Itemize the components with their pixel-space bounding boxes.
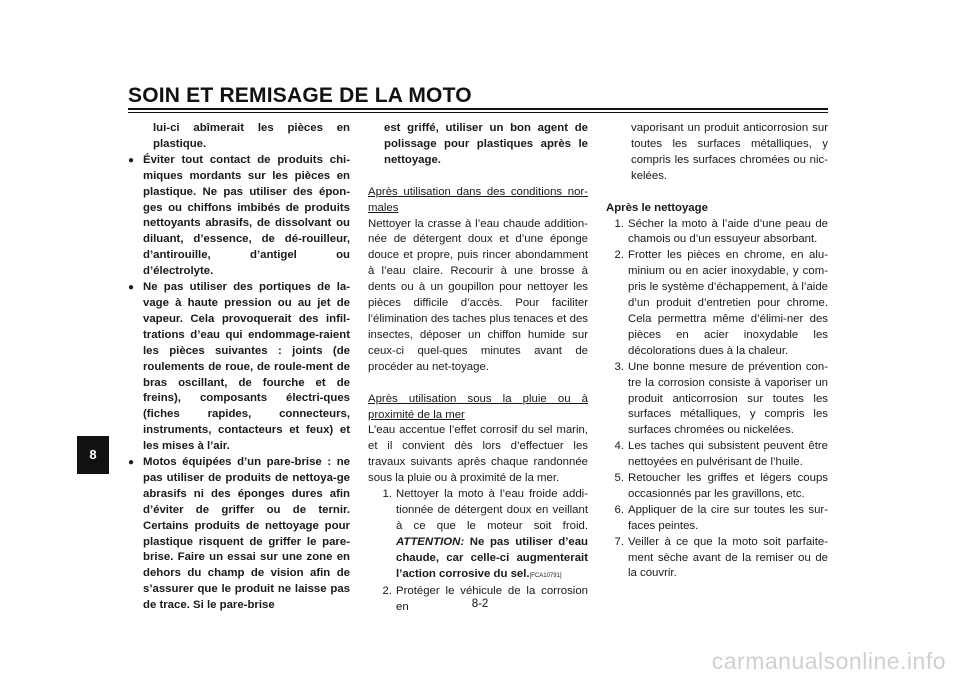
section-heading: Après le nettoyage bbox=[606, 201, 708, 214]
step-continuation: vaporisant un produit anticorrosion sur toutes les surfaces métalliques, y compris les surfaces chromées ou nic-kelées. bbox=[631, 122, 828, 182]
section-heading: Après utilisation sous la pluie ou à proximité de la mer bbox=[368, 392, 588, 421]
numbered-step: 3. Une bonne mesure de prévention con-tre la corrosion consiste à vaporiser un produit anticorrosion sur toutes les surfaces métalliques, y compris les surfaces chromées ou nickelées. bbox=[614, 360, 828, 437]
numbered-step: 7. Veiller à ce que la moto soit parfaite-ment sèche avant de la remiser ou de la couvrir. bbox=[614, 535, 828, 580]
section-heading: Après utilisation dans des conditions nor-males bbox=[368, 185, 588, 214]
header-rule-thin bbox=[128, 112, 828, 113]
numbered-step: 5. Retoucher les griffes et légers coups occasionnés par les gravillons, etc. bbox=[614, 472, 828, 500]
bullet-icon: ● bbox=[128, 282, 135, 294]
numbered-step: 2. Frotter les pièces en chrome, en alu-minium ou en acier inoxydable, y com-pris le système d’échappement, à l’aide d’un produit d’entretien pour chrome. Cela permettra même d’élimi-ner des pièces en acier inoxydable les décolorations dues à la chaleur. bbox=[614, 249, 828, 357]
bullet-item: ● Ne pas utiliser des portiques de la-vage à haute pression ou au jet de vapeur. Cela provoquerait des infil-trations d’eau qui endommage-raient les pièces suivantes : joints (de roulements de roue, de roule-ment de bras oscillant, de fourche et de freins), composants électri-ques (fiches rapides, connecteurs, instruments, contacteurs et feux) et les mises à l’air. bbox=[128, 280, 350, 455]
numbered-step: 4. Les taches qui subsistent peuvent être nettoyées en pulvérisant de l’huile. bbox=[614, 440, 828, 469]
numbered-step: 1. Nettoyer la moto à l’eau froide addi-tionnée de détergent doux en veillant à ce que le moteur soit froid. ATTENTION: Ne pas utiliser d’eau chaude, car celle-ci augmenterait l’action corrosive du sel.[FCA10791] bbox=[382, 488, 588, 580]
watermark: carmanualsonline.info bbox=[711, 648, 946, 674]
bullet-item: ● Motos équipées d’un pare-brise : ne pas utiliser de produits de nettoya-ge abrasifs ni des éponges dures afin d’éviter de griffer ou de ternir. Certains produits de nettoyage pour plastique risquent de griffer le pare-brise. Faire un essai sur une zone en dehors du champ de vision afin de s’assurer que le produit ne laisse pas de trace. Si le pare-brise bbox=[128, 455, 350, 614]
bullet-icon: ● bbox=[128, 154, 135, 166]
bullet-item: ● Éviter tout contact de produits chi-miques mordants sur les pièces en plastique. Ne pas utiliser des épon-ges ou chiffons imbibés de produits nettoyants abrasifs, de dissolvant ou diluant, d’essence, de dé-rouilleur, d’antirouille, d’antigel ou d’électrolyte. bbox=[128, 153, 350, 280]
column-2 bbox=[368, 121, 588, 616]
numbered-step: 6. Appliquer de la cire sur toutes les sur-faces peintes. bbox=[614, 503, 828, 532]
chapter-tab: 8 bbox=[77, 436, 109, 474]
page-title: SOIN ET REMISAGE DE LA MOTO bbox=[128, 84, 472, 107]
attention-text: Ne pas utiliser d’eau chaude, car celle-ci augmenterait l’action corrosive du sel. bbox=[396, 535, 588, 580]
numbered-step: 2. Protéger le véhicule de la corrosion en bbox=[382, 585, 588, 614]
bullet-icon: ● bbox=[128, 457, 135, 469]
paragraph: Nettoyer la crasse à l’eau chaude addition-née de détergent doux et d’une éponge douce et propre, puis rincer abondamment à l’eau claire. Recourir à une brosse à dents ou à un goupillon pour nettoyer les pièces difficile d’accès. Pour faciliter l’élimination des taches plus tenaces et des insectes, déposer un chiffon humide sur ceux-ci quel-ques minutes avant de procéder au net-toyage. bbox=[368, 217, 588, 373]
header-rule bbox=[128, 108, 828, 110]
page-number: 8-2 bbox=[471, 598, 489, 610]
column-3 bbox=[606, 121, 828, 582]
numbered-step: 1. Sécher la moto à l’aide d’une peau de chamois ou d’un essuyeur absorbant. bbox=[614, 217, 828, 246]
attention-label: ATTENTION: bbox=[396, 535, 465, 548]
warning-continuation: lui-ci abîmerait les pièces en plastique. bbox=[153, 122, 350, 150]
paragraph: L’eau accentue l’effet corrosif du sel marin, et il convient dès lors d’effectuer les travaux suivants après chaque randonnée sous la pluie ou à proximité de la mer. bbox=[368, 424, 588, 485]
reference-code: [FCA10791] bbox=[529, 572, 562, 579]
warning-continuation: est griffé, utiliser un bon agent de polissage pour plastiques après le nettoyage. bbox=[384, 122, 588, 166]
column-1 bbox=[128, 121, 350, 614]
